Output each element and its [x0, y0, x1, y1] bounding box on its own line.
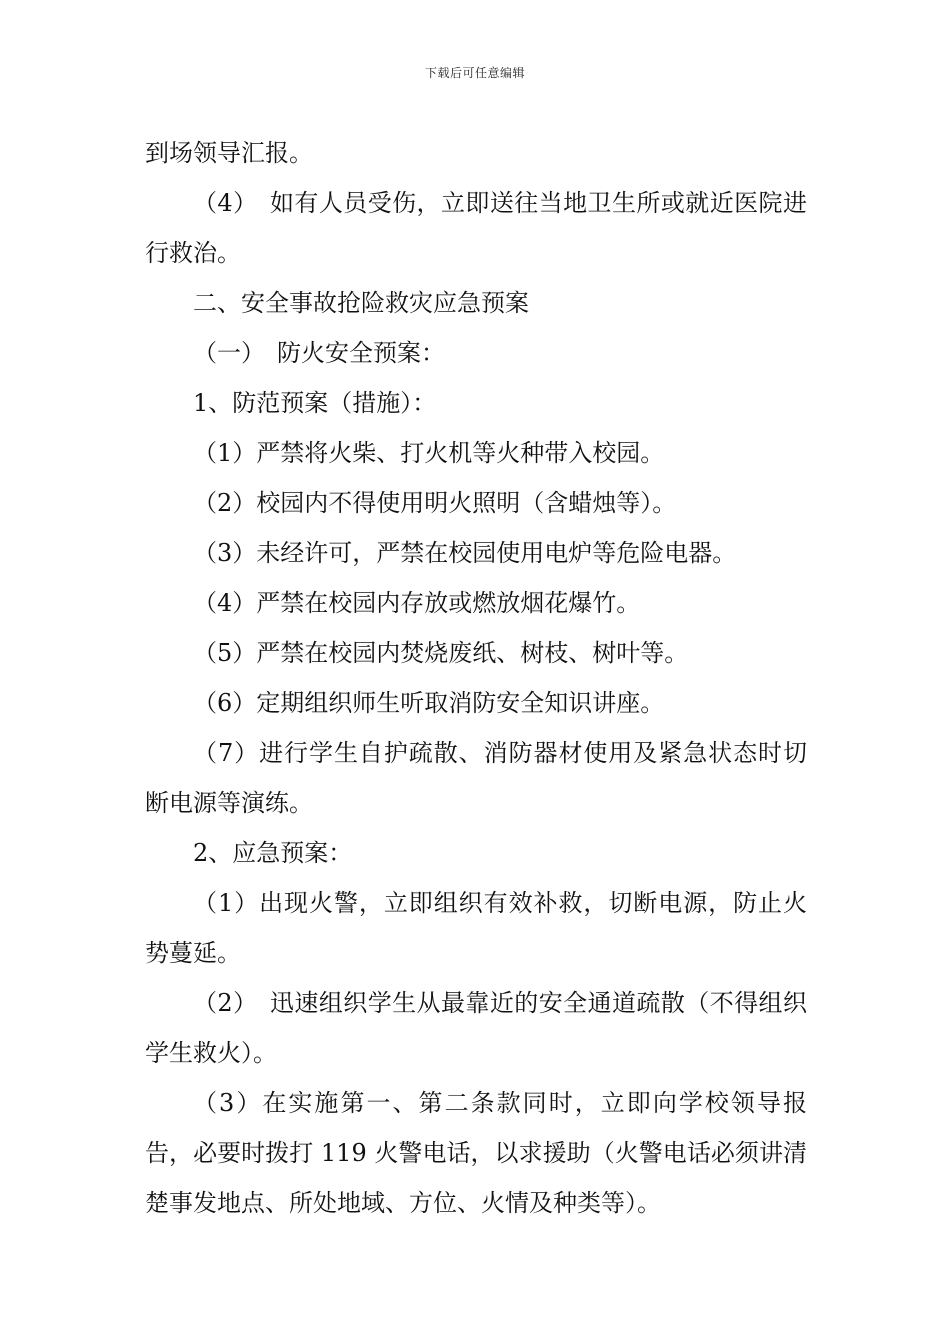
- list-item-prevention-7: （7）进行学生自护疏散、消防器材使用及紧急状态时切断电源等演练。: [145, 739, 807, 817]
- paragraph-report-leaders: 到场领导汇报。: [145, 139, 313, 167]
- list-item-prevention-2: （2）校园内不得使用明火照明（含蜡烛等）。: [193, 489, 677, 517]
- list-item-prevention-6: （6）定期组织师生听取消防安全知识讲座。: [193, 689, 665, 717]
- list-item-emergency-1: （1）出现火警，立即组织有效补救，切断电源，防止火势蔓延。: [145, 889, 807, 967]
- item-heading-emergency: 2、应急预案：: [193, 839, 353, 867]
- list-item-emergency-2: （2） 迅速组织学生从最靠近的安全通道疏散（不得组织学生救火）。: [145, 989, 807, 1067]
- document-body: [145, 128, 807, 1228]
- list-item-prevention-5: （5）严禁在校园内焚烧废纸、树枝、树叶等。: [193, 639, 689, 667]
- list-item-prevention-1: （1）严禁将火柴、打火机等火种带入校园。: [193, 439, 665, 467]
- page-header: 下载后可任意编辑: [424, 66, 525, 80]
- section-heading-emergency-plan: 二、安全事故抢险救灾应急预案: [193, 289, 529, 317]
- item-heading-prevention: 1、防范预案（措施）：: [193, 389, 437, 417]
- paragraph-injury-hospital: （4） 如有人员受伤，立即送往当地卫生所或就近医院进行救治。: [145, 189, 807, 267]
- subsection-heading-fire-safety: （一） 防火安全预案：: [193, 339, 445, 367]
- list-item-prevention-4: （4）严禁在校园内存放或燃放烟花爆竹。: [193, 589, 641, 617]
- list-item-prevention-3: （3）未经许可，严禁在校园使用电炉等危险电器。: [193, 539, 737, 567]
- list-item-emergency-3: （3）在实施第一、第二条款同时，立即向学校领导报告，必要时拨打 119 火警电话，以求援助（火警电话必须讲清楚事发地点、所处地域、方位、火情及种类等）。: [145, 1089, 807, 1217]
